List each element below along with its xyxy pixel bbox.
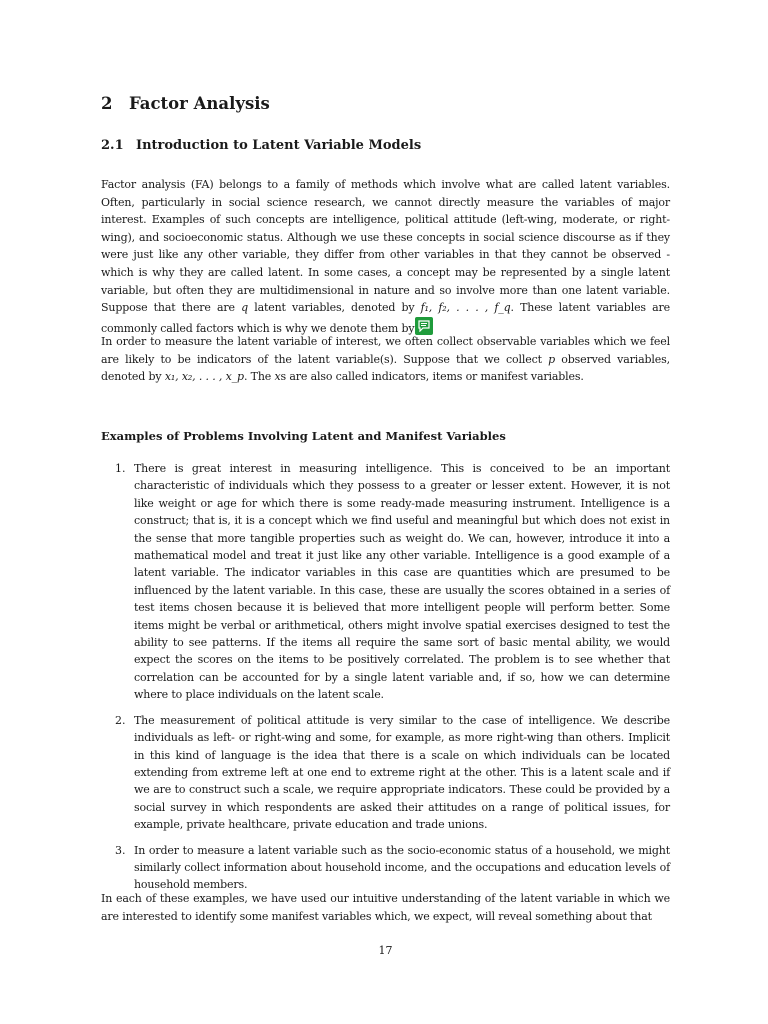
list-item	[101, 712, 670, 834]
list-item	[101, 460, 670, 704]
measure-text-d: s are also called indicators, items or manifest variables.	[280, 370, 584, 384]
section-number: 2	[101, 94, 113, 113]
intro-text-b: latent variables, denoted by	[247, 301, 421, 315]
subsection-title-text: Introduction to Latent Variable Models	[136, 138, 422, 153]
examples-list	[101, 460, 670, 902]
examples-heading: Examples of Problems Involving Latent and Manifest Variables	[101, 429, 506, 443]
subsection-number: 2.1	[101, 138, 124, 153]
measure-text-c: . The	[243, 370, 275, 384]
closing-paragraph: In each of these examples, we have used our intuitive understanding of the latent variable in which we are interested to identify some manifest variables which, we expect, will reveal something about that	[101, 892, 670, 923]
measurement-paragraph	[101, 333, 670, 386]
measure-text-a: In order to measure the latent variable of interest, we often collect observable variables which we feel are likely to be indicators of the latent variable(s). Suppose that we collect	[101, 335, 670, 366]
list-item-text: There is great interest in measuring intelligence. This is conceived to be an important characteristic of individuals which they possess to a greater or lesser extent. However, it is not like weight or age for which there is some ready-made measuring instrument. Intelligence is a construct; that is, it is a concept which we find useful and meaningful but which does not exist in the sense that more tangible properties such as weight do. We can, however, introduce it into a mathematical model and treat it just like any other variable. Intelligence is a good example of a latent variable. The indicator variables in this case are quantities which are presumed to be influenced by the latent variable. In this case, these are usually the scores obtained in a series of test items chosen because it is believed that more intelligent people will perform better. Some items might be verbal or arithmetical, others might involve spatial exercises designed to test the ability to see patterns. If the items all require the same sort of basic mental ability, we would expect the scores on the items to be positively correlated. The problem is to see whether that correlation can be accounted for by a single latent variable and, if so, how we can determine where to place individuals on the latent scale.	[134, 462, 670, 702]
list-marker: 2.	[115, 713, 126, 727]
measure-text-b: observed variables, denoted by	[101, 352, 670, 384]
list-item-text: The measurement of political attitude is very similar to the case of intelligence. We describe individuals as left- or right-wing and some, for example, as more right-wing than others. Implicit in this kind of language is the idea that there is a scale on which individuals can be located extending from extreme left at one end to extreme right at the other. This is a latent scale and if we are to construct such a scale, we require appropriate indicators. These could be provided by a social survey in which respondents are asked their attitudes on a range of political issues, for example, private healthcare, private education and trade unions.	[134, 713, 670, 832]
subsection-title	[101, 138, 421, 153]
math-xs: x	[274, 370, 281, 384]
list-marker: 1.	[115, 462, 126, 475]
list-item	[101, 842, 670, 894]
list-marker: 3.	[115, 843, 126, 857]
page-number: 17	[378, 944, 393, 957]
intro-paragraph	[101, 176, 670, 337]
math-factors: f₁, f₂, . . . , f_q	[420, 301, 511, 315]
math-p: p	[548, 352, 556, 366]
math-q: q	[241, 301, 248, 315]
list-item-text: In order to measure a latent variable such as the socio-economic status of a household, we might similarly collect information about household income, and the occupations and education levels of household members.	[134, 843, 670, 892]
intro-text-a: Factor analysis (FA) belongs to a family of methods which involve what are called latent variables. Often, particularly in social science research, we cannot directly measure the variables of major interest. Examples of such concepts are intelligence, political attitude (left-wing, moderate, or right-wing), and socioeconomic status. Although we use these concepts in social science discourse as if they were just like any other variable, they differ from other variables in that they cannot be observed - which is why they are called latent. In some cases, a concept may be represented by a single latent variable, but often they are multidimensional in nature and so involve more than one latent variable. Suppose that there are	[101, 178, 670, 315]
intro-text-c: . These latent variables are commonly called factors which is why we denote them by	[101, 301, 671, 335]
section-title-text: Factor Analysis	[129, 94, 270, 113]
math-x-list: x₁, x₂, . . . , x_p	[164, 370, 244, 384]
section-title	[101, 94, 270, 113]
